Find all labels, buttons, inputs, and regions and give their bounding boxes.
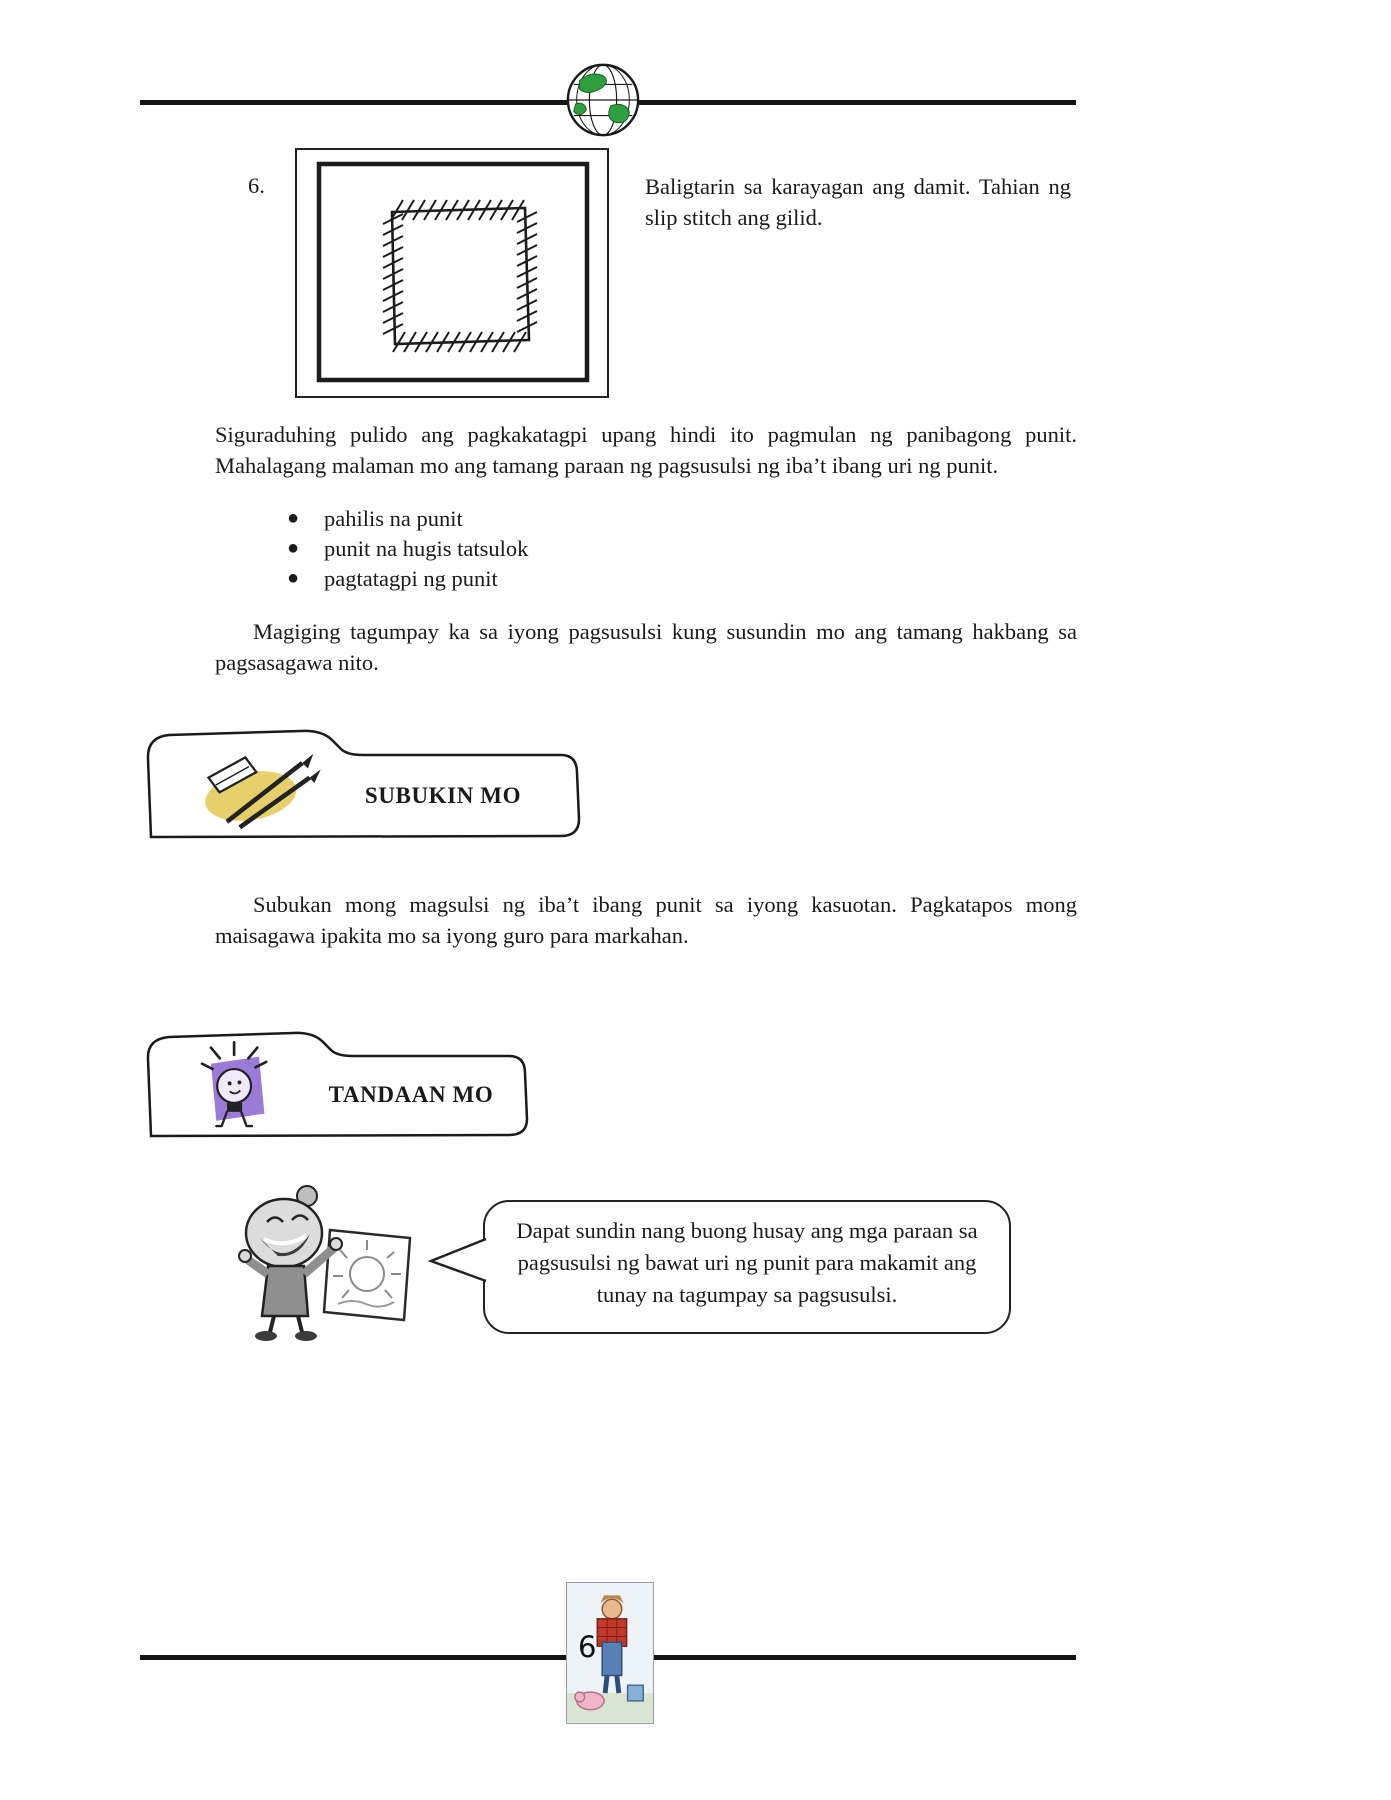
child-with-drawing-illustration [212,1178,424,1350]
stitch-diagram [295,148,609,398]
lightbulb-icon [191,1037,279,1135]
bullet-item [287,534,528,564]
bullet-item [287,564,528,594]
step-caption: Baligtarin sa karayagan ang damit. Tahian ng slip stitch ang gilid. [645,174,1071,231]
bullet-text: pahilis na punit [324,506,463,531]
bullet-dot: ● [287,537,300,559]
bullet-dot: ● [287,507,300,529]
paragraph-pagkakatagpi: Siguraduhing pulido ang pagkakatagpi upang hindi ito pagmulan ng panibagong punit. Mahalagang malaman mo ang tamang paraan ng pagsusulsi ng iba’t ibang uri ng punit. [215,422,1077,479]
paragraph-tagumpay: Magiging tagumpay ka sa iyong pagsusulsi kung susundin mo ang tamang hakbang sa pagsasagawa nito. [215,619,1077,676]
speech-bubble-pointer [428,1236,488,1284]
speech-text: Dapat sundin nang buong husay ang mga paraan sa pagsusulsi ng bawat uri ng punit para makamit ang tunay na tagumpay sa pagsusulsi. [516,1218,978,1307]
slip-stitch-drawing [297,150,607,396]
speech-bubble [483,1200,1011,1334]
page-number: 6 [578,1630,597,1664]
globe-icon [564,61,642,139]
bullet-text: punit na hugis tatsulok [324,536,529,561]
tandaan-mo-label: TANDAAN MO [328,1082,494,1107]
subukin-mo-banner [143,727,583,840]
bullet-item [287,504,528,534]
bullet-text: pagtatagpi ng punit [324,566,498,591]
bullet-list [287,504,528,594]
step-number: 6. [248,173,265,198]
tandaan-mo-banner [143,1029,531,1139]
subukin-mo-label: SUBUKIN MO [364,783,522,808]
bullet-dot: ● [287,567,300,589]
pencils-icon [195,739,325,831]
paragraph-subukan: Subukan mong magsulsi ng iba’t ibang punit sa iyong kasuotan. Pagkatapos mong maisagawa ipakita mo sa iyong guro para markahan. [215,892,1077,949]
